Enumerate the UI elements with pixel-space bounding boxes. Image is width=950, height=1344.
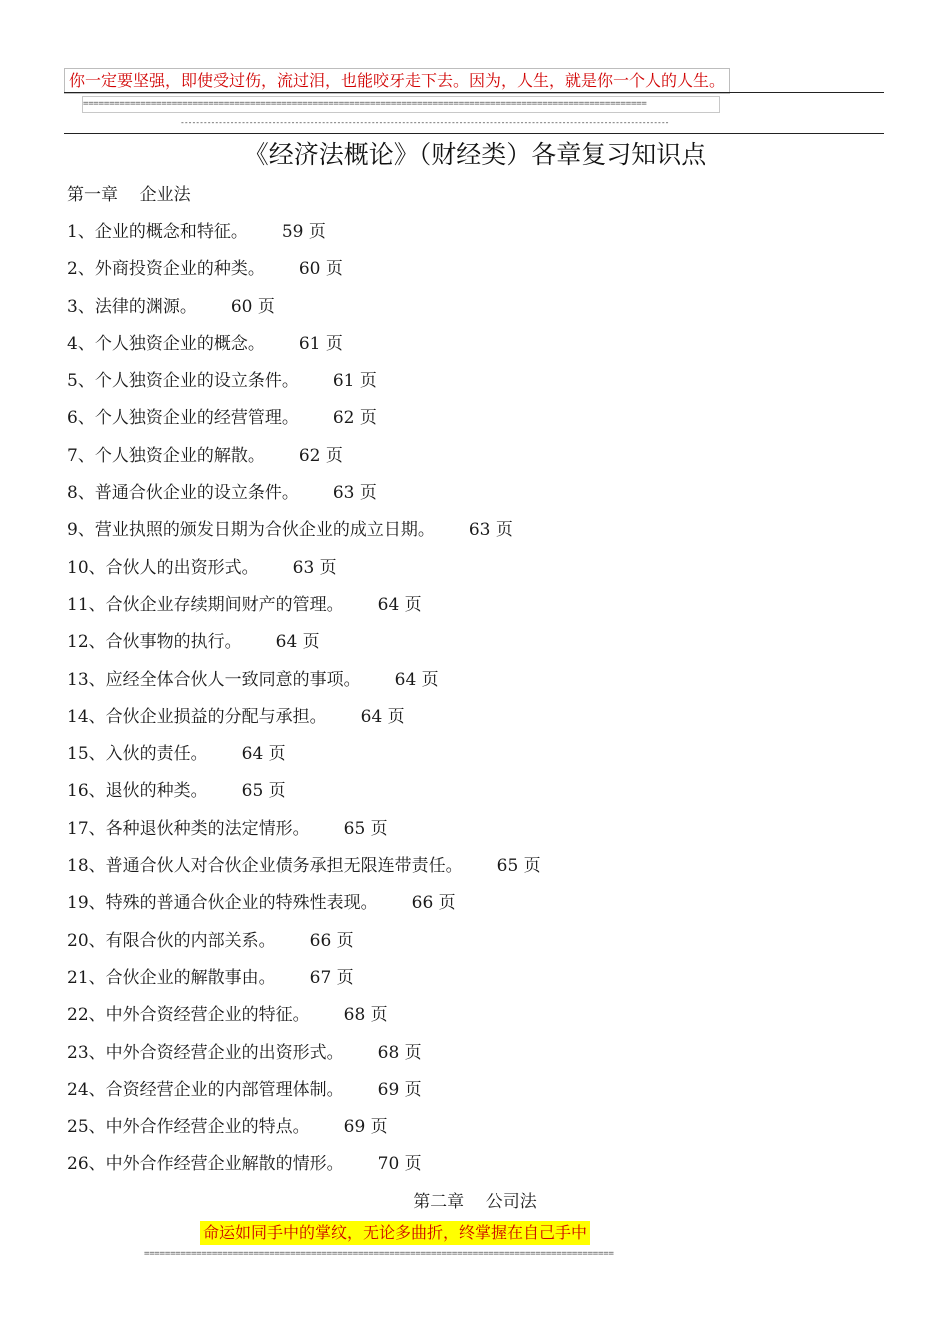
list-item xyxy=(67,366,541,403)
item-page: 64 页 xyxy=(377,594,422,615)
item-text: 3、法律的渊源。 xyxy=(67,296,197,317)
item-page: 60 页 xyxy=(230,296,275,317)
list-item xyxy=(67,665,541,702)
item-text: 18、普通合伙人对合伙企业债务承担无限连带责任。 xyxy=(67,856,463,877)
item-page: 66 页 xyxy=(309,930,354,951)
header-motto: 你一定要坚强，即使受过伤，流过泪，也能咬牙走下去。因为，人生，就是你一个人的人生。 xyxy=(64,68,730,94)
header-equals-line: ============================================================================================================ xyxy=(82,96,720,113)
item-text: 19、特殊的普通合伙企业的特殊性表现。 xyxy=(67,893,378,914)
header-rule-top xyxy=(64,92,884,93)
item-text: 7、个人独资企业的解散。 xyxy=(67,445,265,466)
knowledge-point-list xyxy=(67,217,541,1187)
item-page: 70 页 xyxy=(377,1154,422,1175)
list-item xyxy=(67,403,541,440)
list-item xyxy=(67,888,541,925)
list-item xyxy=(67,590,541,627)
item-text: 24、合资经营企业的内部管理体制。 xyxy=(67,1079,344,1100)
footer-motto: 命运如同手中的掌纹，无论多曲折，终掌握在自己手中 xyxy=(200,1221,590,1245)
item-page: 63 页 xyxy=(332,483,377,504)
list-item xyxy=(67,963,541,1000)
list-item xyxy=(67,702,541,739)
item-text: 23、中外合资经营企业的出资形式。 xyxy=(67,1042,344,1063)
item-page: 65 页 xyxy=(343,818,388,839)
item-page: 65 页 xyxy=(496,856,541,877)
item-page: 64 页 xyxy=(241,744,286,765)
list-item xyxy=(67,851,541,888)
list-item xyxy=(67,776,541,813)
list-item xyxy=(67,1075,541,1112)
list-item xyxy=(67,814,541,851)
list-item xyxy=(67,1038,541,1075)
list-item xyxy=(67,1149,541,1186)
item-page: 60 页 xyxy=(298,259,343,280)
list-item xyxy=(67,553,541,590)
item-page: 65 页 xyxy=(241,781,286,802)
list-item xyxy=(67,515,541,552)
footer-equals-line: ========================================================================================== xyxy=(144,1249,614,1259)
header-rule-bottom xyxy=(64,133,884,134)
item-page: 62 页 xyxy=(298,445,343,466)
item-text: 17、各种退伙种类的法定情形。 xyxy=(67,818,310,839)
item-text: 11、合伙企业存续期间财产的管理。 xyxy=(67,594,344,615)
item-text: 5、个人独资企业的设立条件。 xyxy=(67,371,299,392)
item-text: 26、中外合作经营企业解散的情形。 xyxy=(67,1154,344,1175)
list-item xyxy=(67,627,541,664)
item-text: 22、中外合资经营企业的特征。 xyxy=(67,1005,310,1026)
item-page: 61 页 xyxy=(298,333,343,354)
item-page: 69 页 xyxy=(343,1117,388,1138)
item-text: 14、合伙企业损益的分配与承担。 xyxy=(67,706,327,727)
item-page: 66 页 xyxy=(411,893,456,914)
item-text: 20、有限合伙的内部关系。 xyxy=(67,930,276,951)
item-page: 63 页 xyxy=(468,520,513,541)
list-item xyxy=(67,478,541,515)
item-text: 15、入伙的责任。 xyxy=(67,744,208,765)
item-page: 64 页 xyxy=(360,706,405,727)
item-text: 12、合伙事物的执行。 xyxy=(67,632,242,653)
item-page: 61 页 xyxy=(332,371,377,392)
item-text: 2、外商投资企业的种类。 xyxy=(67,259,265,280)
chapter-1-heading: 第一章 企业法 xyxy=(67,185,191,205)
item-page: 63 页 xyxy=(292,557,337,578)
item-page: 59 页 xyxy=(281,222,326,242)
document-title: 《经济法概论》（财经类）各章复习知识点 xyxy=(243,140,707,169)
list-item xyxy=(67,329,541,366)
header-dash-line: -------------------------------------------------------------------------------------------------------------------------------- xyxy=(180,118,669,127)
item-text: 9、营业执照的颁发日期为合伙企业的成立日期。 xyxy=(67,520,435,541)
item-text: 1、企业的概念和特征。 xyxy=(67,222,248,242)
item-text: 10、合伙人的出资形式。 xyxy=(67,557,259,578)
item-page: 62 页 xyxy=(332,408,377,429)
list-item xyxy=(67,739,541,776)
list-item xyxy=(67,441,541,478)
list-item xyxy=(67,217,541,254)
item-page: 68 页 xyxy=(377,1042,422,1063)
item-page: 64 页 xyxy=(275,632,320,653)
item-text: 25、中外合作经营企业的特点。 xyxy=(67,1117,310,1138)
item-text: 16、退伙的种类。 xyxy=(67,781,208,802)
chapter-2-heading: 第二章 公司法 xyxy=(413,1192,537,1212)
item-page: 64 页 xyxy=(394,669,439,690)
list-item xyxy=(67,1000,541,1037)
item-page: 68 页 xyxy=(343,1005,388,1026)
list-item xyxy=(67,292,541,329)
item-page: 69 页 xyxy=(377,1079,422,1100)
list-item xyxy=(67,926,541,963)
item-text: 13、应经全体合伙人一致同意的事项。 xyxy=(67,669,361,690)
item-text: 4、个人独资企业的概念。 xyxy=(67,333,265,354)
list-item xyxy=(67,1112,541,1149)
item-page: 67 页 xyxy=(309,967,354,988)
item-text: 8、普通合伙企业的设立条件。 xyxy=(67,483,299,504)
list-item xyxy=(67,254,541,291)
item-text: 6、个人独资企业的经营管理。 xyxy=(67,408,299,429)
item-text: 21、合伙企业的解散事由。 xyxy=(67,967,276,988)
